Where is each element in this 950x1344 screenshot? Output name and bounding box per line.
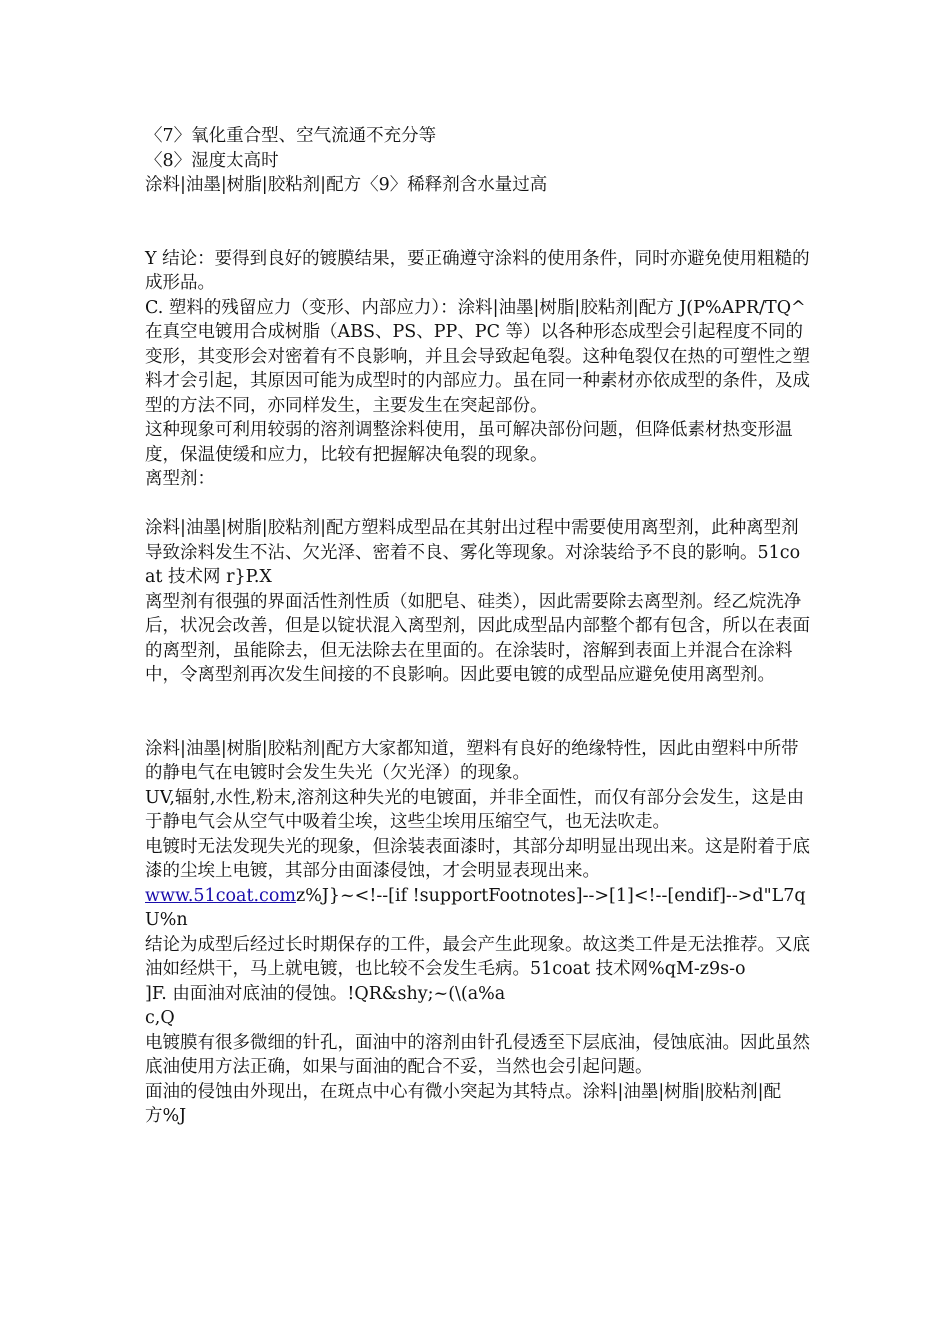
paragraph: ]F. 由面油对底油的侵蚀。!QR&shy;~(\(a%a — [145, 983, 506, 1004]
paragraph: UV,辐射,水性,粉末,溶剂这种失光的电镀面，并非全面性，而仅有部分会发生，这是由于静电气会从空气中吸着尘埃，这些尘埃用压缩空气，也无法吹走。 — [145, 787, 805, 832]
paragraph: 电镀膜有很多微细的针孔，面油中的溶剂由针孔侵透至下层底油，侵蚀底油。因此虽然底油使用方法正确，如果与面油的配合不妥，当然也会引起问题。 — [145, 1032, 810, 1077]
paragraph: 涂料|油墨|树脂|胶粘剂|配方大家都知道，塑料有良好的绝缘特性，因此由塑料中所带的静电气在电镀时会发生失光（欠光泽）的现象。 — [145, 738, 799, 783]
website-link[interactable]: www.51coat.com — [145, 885, 296, 906]
paragraph: 结论为成型后经过长时期保存的工件，最会产生此现象。故这类工件是无法推荐。又底油如经烘干，马上就电镀，也比较不会发生毛病。51coat 技术网%qM-z9s-o — [145, 934, 810, 979]
paragraph: 面油的侵蚀由外现出，在斑点中心有微小突起为其特点。涂料|油墨|树脂|胶粘剂|配方%J — [145, 1081, 782, 1126]
paragraph: 在真空电镀用合成树脂（ABS、PS、PP、PC 等）以各种形态成型会引起程度不同的变形，其变形会对密着有不良影响，并且会导致起龟裂。这种龟裂仅在热的可塑性之塑料才会引起，其原因可能为成型时的内部应力。虽在同一种素材亦依成型的条件，及成型的方法不同，亦同样发生，主要发生在突起部份。 — [145, 322, 810, 416]
paragraph: 离型剂： — [145, 469, 215, 489]
link-trailing-text: z%J}~<!--[if !supportFootnotes]-->[1]<!--[endif]-->d"L7qU%n — [145, 885, 806, 930]
paragraph: 离型剂有很强的界面活性剂性质（如肥皂、硅类），因此需要除去离型剂。经乙烷洗净后，状况会改善，但是以锭状混入离型剂，因此成型品内部整个都有包含，所以在表面的离型剂，虽能除去，但无法除去在里面的。在涂装时，溶解到表面上并混合在涂料中，令离型剂再次发生间接的不良影响。因此要电镀的成型品应避免使用离型剂。 — [145, 591, 810, 685]
paragraph: 涂料|油墨|树脂|胶粘剂|配方〈9〉稀释剂含水量过高 — [145, 175, 548, 195]
paragraph: 电镀时无法发现失光的现象，但涂装表面漆时，其部分却明显出现出来。这是附着于底漆的尘埃上电镀，其部分由面漆侵蚀，才会明显表现出来。 — [145, 836, 810, 881]
paragraph: 〈7〉氧化重合型、空气流通不充分等 — [145, 126, 437, 146]
paragraph: C. 塑料的残留应力（变形、内部应力）：涂料|油墨|树脂|胶粘剂|配方 J(P%APR/TQ^ — [145, 297, 806, 318]
paragraph: 涂料|油墨|树脂|胶粘剂|配方塑料成型品在其射出过程中需要使用离型剂，此种离型剂导致涂料发生不沾、欠光泽、密着不良、雾化等现象。对涂装给予不良的影响。51coat 技术网 r}P.X — [145, 518, 801, 587]
paragraph: Y 结论：要得到良好的镀膜结果，要正确遵守涂料的使用条件，同时亦避免使用粗糙的成形品。 — [145, 248, 810, 293]
document-body — [145, 124, 810, 1129]
paragraph: 这种现象可利用较弱的溶剂调整涂料使用，虽可解决部份问题，但降低素材热变形温度，保温使缓和应力，比较有把握解决龟裂的现象。 — [145, 420, 793, 465]
paragraph: 〈8〉湿度太高时 — [145, 150, 279, 171]
paragraph: c,Q — [145, 1008, 175, 1028]
link-paragraph — [145, 884, 810, 933]
